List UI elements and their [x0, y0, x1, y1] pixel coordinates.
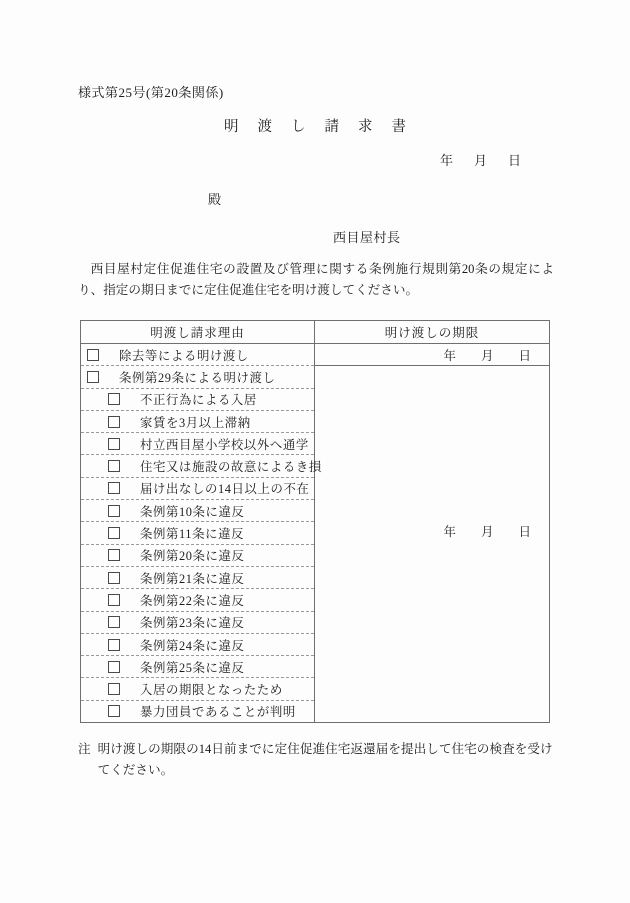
reason-label: 届け出なしの14日以上の不在 [140, 482, 310, 497]
reason-label: 条例第24条に違反 [140, 638, 245, 653]
checkbox[interactable] [108, 661, 120, 673]
reason-label: 家賃を3月以上滞納 [140, 415, 251, 430]
table-row [81, 567, 314, 589]
issue-date-year-label: 年 [440, 153, 454, 168]
reason-label: 除去等による明け渡し [119, 348, 249, 363]
removal-deadline-year-label: 年 [443, 348, 456, 363]
checkbox[interactable] [108, 616, 120, 628]
checkbox[interactable] [108, 572, 120, 584]
checkbox[interactable] [108, 594, 120, 606]
reason-label: 条例第21条に違反 [140, 571, 245, 586]
reason-label: 不正行為による入居 [140, 393, 257, 408]
reason-rows [81, 344, 322, 722]
issue-date-line [440, 150, 521, 169]
ordinance-deadline-date [443, 522, 549, 540]
body-paragraph: 西目屋村定住促進住宅の設置及び管理に関する条例施行規則第20条の規定により、指定の期日までに定住促進住宅を明け渡してください。 [78, 262, 554, 297]
checkbox[interactable] [108, 549, 120, 561]
table-row [81, 589, 314, 611]
table-row [81, 634, 314, 656]
note-text: 明け渡しの期限の14日前までに定住促進住宅返還届を提出して住宅の検査を受けてください。 [97, 742, 553, 777]
issue-date-month-label: 月 [474, 153, 488, 168]
reason-label: 条例第23条に違反 [140, 616, 245, 631]
ordinance-deadline-cell [315, 366, 549, 722]
checkbox[interactable] [108, 393, 120, 405]
reason-label: 条例第22条に違反 [140, 593, 245, 608]
form-number: 様式第25号(第20条関係) [78, 85, 224, 100]
reason-label: 条例第29条による明け渡し [119, 370, 276, 385]
reason-label: 入居の期限となったため [140, 683, 283, 698]
removal-deadline-month-label: 月 [480, 348, 494, 363]
checkbox[interactable] [108, 683, 120, 695]
table-row [81, 656, 314, 678]
issue-date-day-label: 日 [508, 153, 522, 168]
table-row [81, 366, 314, 388]
table-row [81, 678, 314, 700]
addressee-suffix: 殿 [208, 192, 222, 207]
checkbox[interactable] [108, 639, 120, 651]
checkbox[interactable] [108, 482, 120, 494]
table-row [81, 389, 314, 411]
table-row [81, 455, 322, 477]
request-table [80, 320, 550, 723]
table-row [81, 522, 314, 544]
checkbox[interactable] [108, 416, 120, 428]
reason-label: 村立西目屋小学校以外へ通学 [140, 437, 309, 452]
table-row [81, 433, 314, 455]
table-row [81, 500, 314, 522]
reason-column-header: 明渡し請求理由 [81, 321, 314, 344]
checkbox[interactable] [87, 349, 99, 361]
deadline-column-header: 明け渡しの期限 [315, 321, 549, 344]
table-row [81, 478, 314, 500]
reason-label: 条例第11条に違反 [140, 527, 245, 542]
checkbox[interactable] [87, 371, 99, 383]
reason-label: 条例第25条に違反 [140, 660, 245, 675]
reason-label: 暴力団員であることが判明 [140, 705, 296, 720]
note-label: 注 [78, 742, 91, 756]
reason-label: 条例第10条に違反 [140, 504, 245, 519]
deadline-column [315, 321, 549, 722]
checkbox[interactable] [108, 705, 120, 717]
removal-deadline-cell [315, 344, 549, 366]
table-row [81, 411, 314, 433]
reason-label: 条例第20条に違反 [140, 549, 245, 564]
sender-name: 西目屋村長 [333, 230, 401, 245]
ordinance-deadline-month-label: 月 [480, 525, 494, 539]
footer-note [78, 739, 556, 781]
reason-label: 住宅又は施設の故意によるき損 [140, 460, 322, 475]
table-row [81, 344, 314, 366]
page-title: 明渡し請求書 [224, 119, 425, 135]
checkbox[interactable] [108, 438, 120, 450]
table-row [81, 545, 314, 567]
reason-column [81, 321, 322, 722]
ordinance-deadline-day-label: 日 [518, 525, 531, 539]
checkbox[interactable] [108, 505, 120, 517]
table-row [81, 701, 314, 722]
table-row [81, 612, 314, 634]
checkbox[interactable] [108, 460, 120, 472]
ordinance-deadline-year-label: 年 [443, 525, 456, 539]
removal-deadline-day-label: 日 [518, 348, 531, 363]
checkbox[interactable] [108, 527, 120, 539]
